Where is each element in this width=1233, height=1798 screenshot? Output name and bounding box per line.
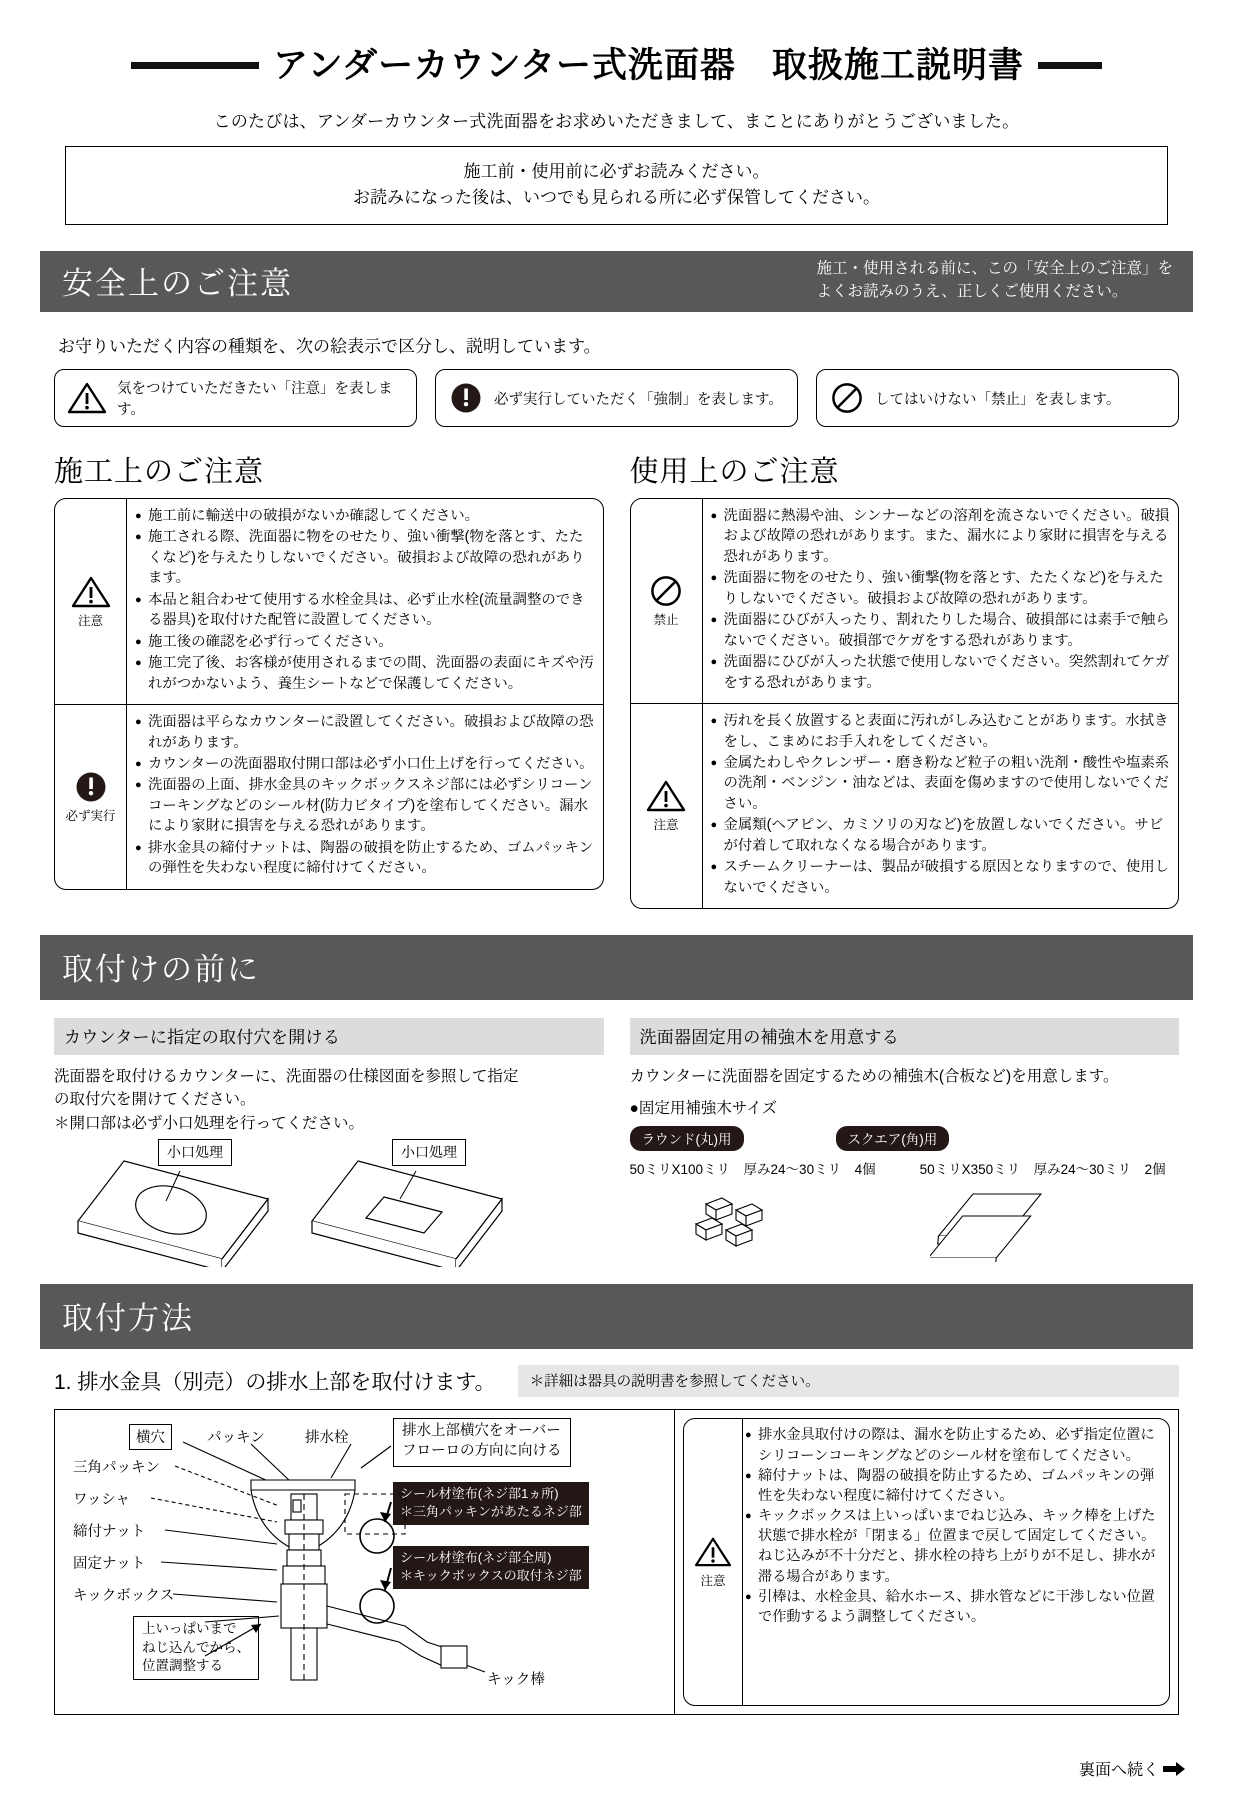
safety-section-title: 安全上のご注意 bbox=[62, 266, 293, 301]
callout-adjust-line-3: 位置調整する bbox=[142, 1657, 223, 1673]
label-kick-box: キックボックス bbox=[73, 1588, 175, 1605]
list-item: ● 排水金具の締付ナットは、陶器の破損を防止するため、ゴムパッキンの弾性を失わない程度に締付けてください。 bbox=[135, 838, 595, 879]
list-item: ● 排水金具取付けの際は、漏水を防止するため、必ず指定位置にシリコーンコーキングなどのシール材を塗布してください。 bbox=[745, 1425, 1161, 1465]
construction-box bbox=[54, 498, 604, 890]
list-item: ● 引棒は、水栓金具、給水ホース、排水管などに干渉しない位置で作動するよう調整してください。 bbox=[745, 1587, 1161, 1627]
install-step-row bbox=[40, 1365, 1193, 1397]
label-sankaku-packing: 三角パッキン bbox=[73, 1460, 160, 1477]
list-item: ● 施工完了後、お客様が使用されるまでの間、洗面器の表面にキズや汚れがつかないよう、養生シートなどで保護してください。 bbox=[135, 653, 595, 694]
legend-item-caution bbox=[54, 369, 417, 427]
install-notes-caption: 注意 bbox=[700, 1573, 726, 1588]
install-step-title: 1. 排水金具（別売）の排水上部を取付けます。 bbox=[54, 1371, 496, 1395]
counter-hole-body-line-1: 洗面器を取付けるカウンターに、洗面器の仕様図面を参照して指定 bbox=[54, 1068, 519, 1086]
prohibition-circle-icon bbox=[648, 574, 684, 608]
construction-caution-row bbox=[55, 499, 603, 704]
legend-item-prohibition bbox=[816, 369, 1179, 427]
reinforcement-size-heading-text: 固定用補強木サイズ bbox=[638, 1100, 778, 1118]
callout-adjust-line-1: 上いっぱいまで bbox=[142, 1621, 237, 1637]
drain-cross-section-illustration bbox=[55, 1410, 675, 1714]
counter-hole-subhead: カウンターに指定の取付穴を開ける bbox=[54, 1018, 604, 1055]
mandatory-circle-icon bbox=[448, 381, 484, 415]
list-item: ● 洗面器に熱湯や油、シンナーなどの溶剤を流さないでください。破損および故障の恐れがあります。また、漏水により家財に損害を与える恐れがあります。 bbox=[711, 506, 1171, 567]
list-item: ● 施工後の確認を必ず行ってください。 bbox=[135, 632, 595, 652]
list-item: ● 洗面器の上面、排水金具のキックボックスネジ部には必ずシリコーンコーキングなどのシール材(防力ビタイプ)を塗布してください。漏水により家財に損害を与える恐れがあります。 bbox=[135, 775, 595, 836]
list-item: ● 金属たわしやクレンザー・磨き粉など粒子の粗い洗剤・酸性や塩素系の洗剤・ベンジン・油などは、表面を傷めますので使用しないでください。 bbox=[711, 753, 1171, 814]
usage-caution-row bbox=[631, 703, 1179, 908]
install-notes-box bbox=[683, 1418, 1170, 1706]
list-item: ● 洗面器は平らなカウンターに設置してください。破損および故障の恐れがあります。 bbox=[135, 712, 595, 753]
readme-line-1: 施工前・使用前に必ずお読みください。 bbox=[463, 162, 770, 181]
page-title: アンダーカウンター式洗面器 取扱施工説明書 bbox=[272, 46, 1025, 85]
usage-prohibition-caption: 禁止 bbox=[653, 613, 679, 628]
callout-adjust-line-2: ねじ込んでから、 bbox=[142, 1639, 250, 1655]
before-install-title: 取付けの前に bbox=[62, 952, 260, 988]
caution-triangle-icon bbox=[71, 575, 111, 609]
usage-prohibition-icon-cell bbox=[631, 499, 703, 703]
footer-continue bbox=[1079, 1757, 1185, 1780]
construction-mandatory-caption: 必ず実行 bbox=[65, 808, 116, 823]
construction-mandatory-row bbox=[55, 704, 603, 889]
safety-sub-line-2: よくお読みのうえ、正しくご使用ください。 bbox=[816, 282, 1128, 300]
counter-hole-body-line-2: の取付穴を開けてください。 bbox=[54, 1091, 256, 1109]
list-item: ● 金属類(ヘアピン、カミソリの刃など)を放置しないでください。サビが付着して取れなくなる場合があります。 bbox=[711, 815, 1171, 856]
construction-column bbox=[54, 449, 604, 909]
counter-hole-body bbox=[54, 1065, 604, 1135]
title-rule-right bbox=[1038, 62, 1102, 69]
wood-blocks-square-illustration bbox=[930, 1184, 1080, 1262]
usage-prohibition-row bbox=[631, 499, 1179, 703]
label-shimetsuke-nut: 締付ナット bbox=[73, 1524, 146, 1541]
list-item: ● キックボックスは上いっぱいまでねじ込み、キック棒を上げた状態で排水栓が「閉まる」位置まで戻して固定してください。ねじ込みが不十分だと、排水栓の持ち上がりが不足し、排水が滞る場合があります。 bbox=[745, 1506, 1161, 1587]
usage-column bbox=[630, 449, 1180, 909]
list-item: ● 締付ナットは、陶器の破損を防止するため、ゴムパッキンの弾性を失わない程度に締付けてください。 bbox=[745, 1466, 1161, 1506]
usage-prohibition-text bbox=[703, 499, 1179, 703]
label-haisuisen: 排水栓 bbox=[305, 1430, 349, 1447]
callout-seal1-line-1: シール材塗布(ネジ部1ヵ所) bbox=[400, 1486, 559, 1502]
install-step-note: ＊詳細は器具の説明書を参照してください。 bbox=[518, 1365, 1179, 1397]
install-diagram-wrapper bbox=[54, 1409, 1179, 1715]
arrow-right-icon bbox=[1163, 1762, 1185, 1776]
list-item: ● 施工される際、洗面器に物をのせたり、強い衝撃(物を落とす、たたくなど)を与えたりしないでください。破損および故障の恐れがあります。 bbox=[135, 527, 595, 588]
legend-row bbox=[40, 369, 1193, 427]
construction-caution-caption: 注意 bbox=[77, 613, 103, 628]
callout-seal2-line-1: シール材塗布(ネジ部全周) bbox=[400, 1550, 552, 1566]
list-item: ● 洗面器に物をのせたり、強い衝撃(物を落とす、たたくなど)を与えたりしないでください。破損および故障の恐れがあります。 bbox=[711, 568, 1171, 609]
legend-label-caution: 気をつけていただきたい「注意」を表します。 bbox=[117, 381, 393, 418]
reinforcement-wood-block bbox=[630, 1018, 1180, 1262]
caution-triangle-icon bbox=[67, 381, 107, 415]
size-square: 50ミリX350ミリ 厚み24〜30ミリ 2個 bbox=[919, 1162, 1166, 1178]
construction-heading: 施工上のご注意 bbox=[54, 456, 265, 488]
install-notes-text bbox=[742, 1419, 1169, 1705]
caution-triangle-icon bbox=[694, 1536, 732, 1568]
counter-square-illustration bbox=[296, 1155, 546, 1267]
reinforcement-art-row bbox=[630, 1184, 1180, 1262]
usage-heading: 使用上のご注意 bbox=[629, 456, 840, 488]
callout-seal2-line-2: ＊キックボックスの取付ネジ部 bbox=[400, 1567, 582, 1583]
counter-hole-body-line-3: ＊開口部は必ず小口処理を行ってください。 bbox=[54, 1114, 365, 1132]
list-item: ● カウンターの洗面器取付開口部は必ず小口仕上げを行ってください。 bbox=[135, 754, 595, 774]
callout-round-kouchi: 小口処理 bbox=[158, 1139, 232, 1166]
list-item: ● 汚れを長く放置すると表面に汚れがしみ込むことがあります。水拭きをし、こまめにお手入れをしてください。 bbox=[711, 711, 1171, 752]
install-notes-icon-cell bbox=[684, 1419, 742, 1705]
reinforcement-body: カウンターに洗面器を固定するための補強木(合板など)を用意します。 bbox=[629, 1068, 1119, 1086]
wood-blocks-round-illustration bbox=[682, 1184, 802, 1262]
counter-hole-block bbox=[54, 1018, 604, 1262]
label-washer: ワッシャ bbox=[73, 1492, 130, 1509]
drain-assembly-diagram bbox=[55, 1410, 675, 1714]
safety-sub-line-1: 施工・使用される前に、この「安全上のご注意」を bbox=[816, 260, 1173, 278]
reinforcement-size-heading: ●固定用補強木サイズ bbox=[629, 1100, 778, 1118]
legend-note: お守りいただく内容の種類を、次の絵表示で区分し、説明しています。 bbox=[58, 337, 601, 356]
reinforcement-pill-row bbox=[630, 1126, 1180, 1151]
construction-caution-icon-cell bbox=[55, 499, 127, 704]
reinforcement-subhead: 洗面器固定用の補強木を用意する bbox=[630, 1018, 1180, 1055]
reinforcement-size-row bbox=[630, 1153, 1180, 1178]
counter-round-illustration bbox=[62, 1155, 312, 1267]
precaution-columns bbox=[40, 449, 1193, 909]
install-notes-panel bbox=[675, 1410, 1178, 1714]
before-install-columns bbox=[40, 1018, 1193, 1262]
list-item: ● 施工前に輸送中の破損がないか確認してください。 bbox=[135, 506, 595, 526]
footer-text: 裏面へ続く bbox=[1078, 1762, 1159, 1779]
install-section-bar bbox=[40, 1284, 1193, 1349]
label-yokoana: 横穴 bbox=[129, 1424, 172, 1450]
construction-mandatory-text bbox=[127, 705, 603, 889]
construction-mandatory-icon-cell bbox=[55, 705, 127, 889]
callout-overflow-line-1: 排水上部横穴をオーバー bbox=[402, 1423, 561, 1440]
readme-line-2: お読みになった後は、いつでも見られる所に必ず保管してください。 bbox=[353, 187, 880, 207]
list-item: ● 洗面器にひびが入ったり、割れたりした場合、破損部には素手で触らないでください。破損部でケガをする恐れがあります。 bbox=[711, 610, 1171, 651]
safety-section-subtitle bbox=[816, 258, 1173, 303]
callout-square-kouchi: 小口処理 bbox=[392, 1139, 466, 1166]
callout-seal1-line-2: ＊三角パッキンがあたるネジ部 bbox=[400, 1503, 582, 1519]
usage-box bbox=[630, 498, 1180, 909]
usage-caution-text bbox=[703, 704, 1179, 908]
label-packing: パッキン bbox=[207, 1430, 265, 1447]
caution-triangle-icon bbox=[646, 779, 686, 813]
before-install-section-bar bbox=[40, 935, 1193, 1000]
pill-round: ラウンド(丸)用 bbox=[630, 1126, 744, 1151]
label-kotei-nut: 固定ナット bbox=[73, 1556, 146, 1573]
list-item: ● 洗面器にひびが入った状態で使用しないでください。突然割れてケガをする恐れがあります。 bbox=[711, 652, 1171, 693]
prohibition-circle-icon bbox=[829, 381, 865, 415]
legend-label-prohibition: してはいけない「禁止」を表します。 bbox=[875, 391, 1121, 408]
callout-overflow-line-2: フローロの方向に向ける bbox=[402, 1442, 562, 1459]
label-kick-bou: キック棒 bbox=[487, 1672, 545, 1689]
usage-caution-icon-cell bbox=[631, 704, 703, 908]
title-rule-left bbox=[131, 62, 259, 69]
install-title: 取付方法 bbox=[62, 1301, 194, 1337]
legend-label-mandatory: 必ず実行していただく「強制」を表します。 bbox=[494, 391, 783, 408]
usage-caution-caption: 注意 bbox=[653, 818, 679, 833]
construction-caution-text bbox=[127, 499, 603, 704]
size-round: 50ミリX100ミリ 厚み24〜30ミリ 4個 bbox=[629, 1162, 876, 1178]
counter-art-area bbox=[54, 1139, 604, 1259]
mandatory-circle-icon bbox=[73, 770, 109, 804]
safety-section-bar bbox=[40, 251, 1193, 312]
list-item: ● スチームクリーナーは、製品が破損する原因となりますので、使用しないでください。 bbox=[711, 857, 1171, 898]
list-item: ● 本品と組合わせて使用する水栓金具は、必ず止水栓(流量調整のできる器具)を取付けた配管に設置してください。 bbox=[135, 590, 595, 631]
legend-item-mandatory bbox=[435, 369, 798, 427]
intro-text: このたびは、アンダーカウンター式洗面器をお求めいただきまして、まことにありがとうございました。 bbox=[213, 112, 1020, 131]
manual-page bbox=[0, 48, 1233, 1798]
pill-square: スクエア(角)用 bbox=[836, 1126, 950, 1151]
title-row bbox=[40, 48, 1193, 83]
read-me-box bbox=[65, 146, 1168, 225]
